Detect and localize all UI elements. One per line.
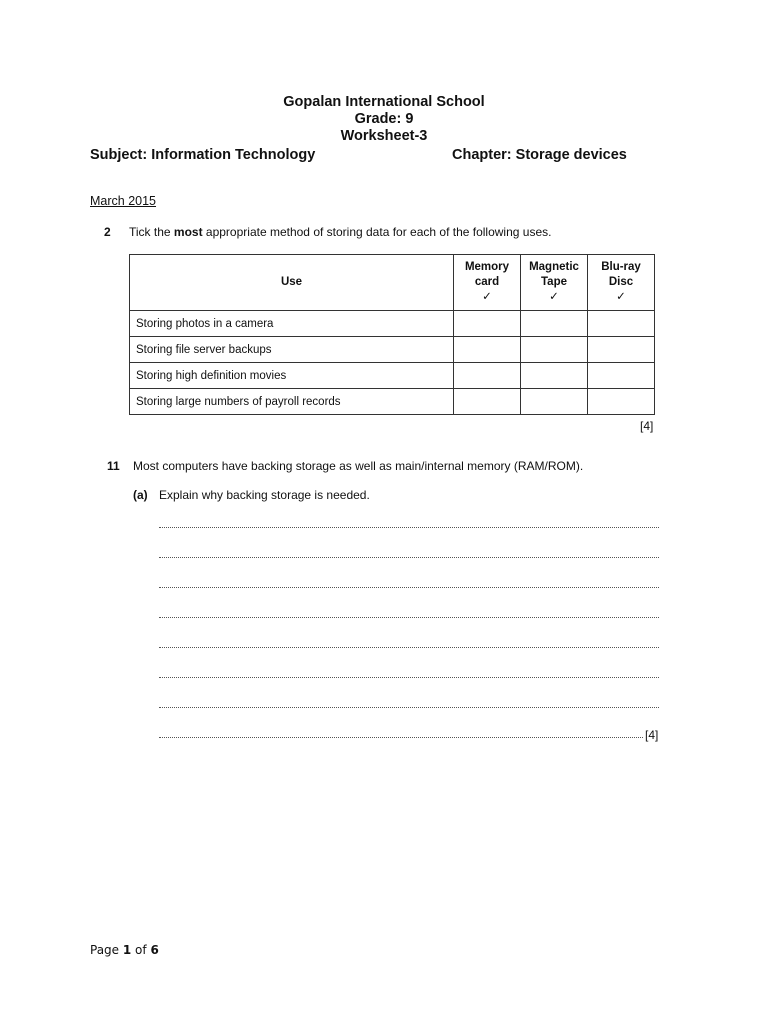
page-of: of — [131, 943, 151, 957]
answer-line[interactable] — [159, 615, 659, 618]
tick-cell[interactable] — [588, 363, 655, 389]
question-11a-label: (a) — [133, 488, 148, 502]
page-prefix: Page — [90, 943, 123, 957]
question-2-emphasis: most — [173, 225, 203, 239]
answer-line[interactable] — [159, 645, 659, 648]
column-header-line: Magnetic — [529, 261, 579, 273]
school-name: Gopalan International School — [283, 94, 485, 110]
tick-cell[interactable] — [521, 311, 588, 337]
tick-cell[interactable] — [588, 337, 655, 363]
question-2-text — [129, 225, 551, 239]
tick-cell[interactable] — [521, 337, 588, 363]
column-header-line: Blu-ray — [601, 261, 641, 273]
worksheet-label: Worksheet-3 — [340, 128, 428, 144]
exam-session: March 2015 — [90, 194, 157, 208]
table-header-row — [130, 255, 655, 311]
question-11-text: Most computers have backing storage as well as main/internal memory (RAM/ROM). — [133, 459, 584, 473]
tick-cell[interactable] — [454, 337, 521, 363]
tick-cell[interactable] — [521, 363, 588, 389]
tick-cell[interactable] — [588, 389, 655, 415]
question-2-text-part: Tick the — [129, 225, 174, 239]
total-pages: 6 — [150, 943, 159, 957]
column-header-line: Memory — [464, 261, 510, 273]
question-11a-text: Explain why backing storage is needed. — [159, 488, 370, 502]
current-page: 1 — [122, 943, 132, 957]
answer-line[interactable] — [159, 675, 659, 678]
answer-line[interactable] — [159, 735, 643, 738]
tick-icon: ✓ — [549, 291, 559, 303]
magnetic-tape-column-header — [521, 255, 588, 311]
memory-card-column-header — [454, 255, 521, 311]
chapter-label: Chapter: Storage devices — [452, 147, 627, 163]
answer-line[interactable] — [159, 555, 659, 558]
page-number — [90, 943, 159, 957]
tick-cell[interactable] — [454, 363, 521, 389]
table-row — [130, 363, 655, 389]
table-row — [130, 389, 655, 415]
table-row — [130, 311, 655, 337]
use-cell: Storing file server backups — [130, 337, 454, 363]
question-2-marks: [4] — [640, 419, 654, 433]
answer-line[interactable] — [159, 705, 659, 708]
tick-cell[interactable] — [454, 311, 521, 337]
answer-line[interactable] — [159, 585, 659, 588]
table-row — [130, 337, 655, 363]
question-11-number: 11 — [107, 459, 120, 473]
tick-cell[interactable] — [588, 311, 655, 337]
column-header-line: Tape — [541, 276, 567, 288]
column-header-line: card — [474, 276, 500, 288]
tick-cell[interactable] — [521, 389, 588, 415]
blu-ray-column-header — [588, 255, 655, 311]
storage-method-table — [129, 254, 655, 415]
subject-label: Subject: Information Technology — [90, 147, 316, 163]
grade-label: Grade: 9 — [354, 111, 414, 127]
answer-line[interactable] — [159, 525, 659, 528]
question-2-text-part: appropriate method of storing data for each of the following uses. — [202, 225, 552, 239]
question-11a-marks: [4] — [645, 728, 659, 742]
tick-icon: ✓ — [482, 291, 492, 303]
use-cell: Storing large numbers of payroll records — [130, 389, 454, 415]
column-header-line: Disc — [608, 276, 634, 288]
use-cell: Storing high definition movies — [130, 363, 454, 389]
tick-cell[interactable] — [454, 389, 521, 415]
tick-icon: ✓ — [616, 291, 626, 303]
question-2-number: 2 — [104, 225, 111, 239]
use-column-header: Use — [130, 255, 454, 311]
use-cell: Storing photos in a camera — [130, 311, 454, 337]
